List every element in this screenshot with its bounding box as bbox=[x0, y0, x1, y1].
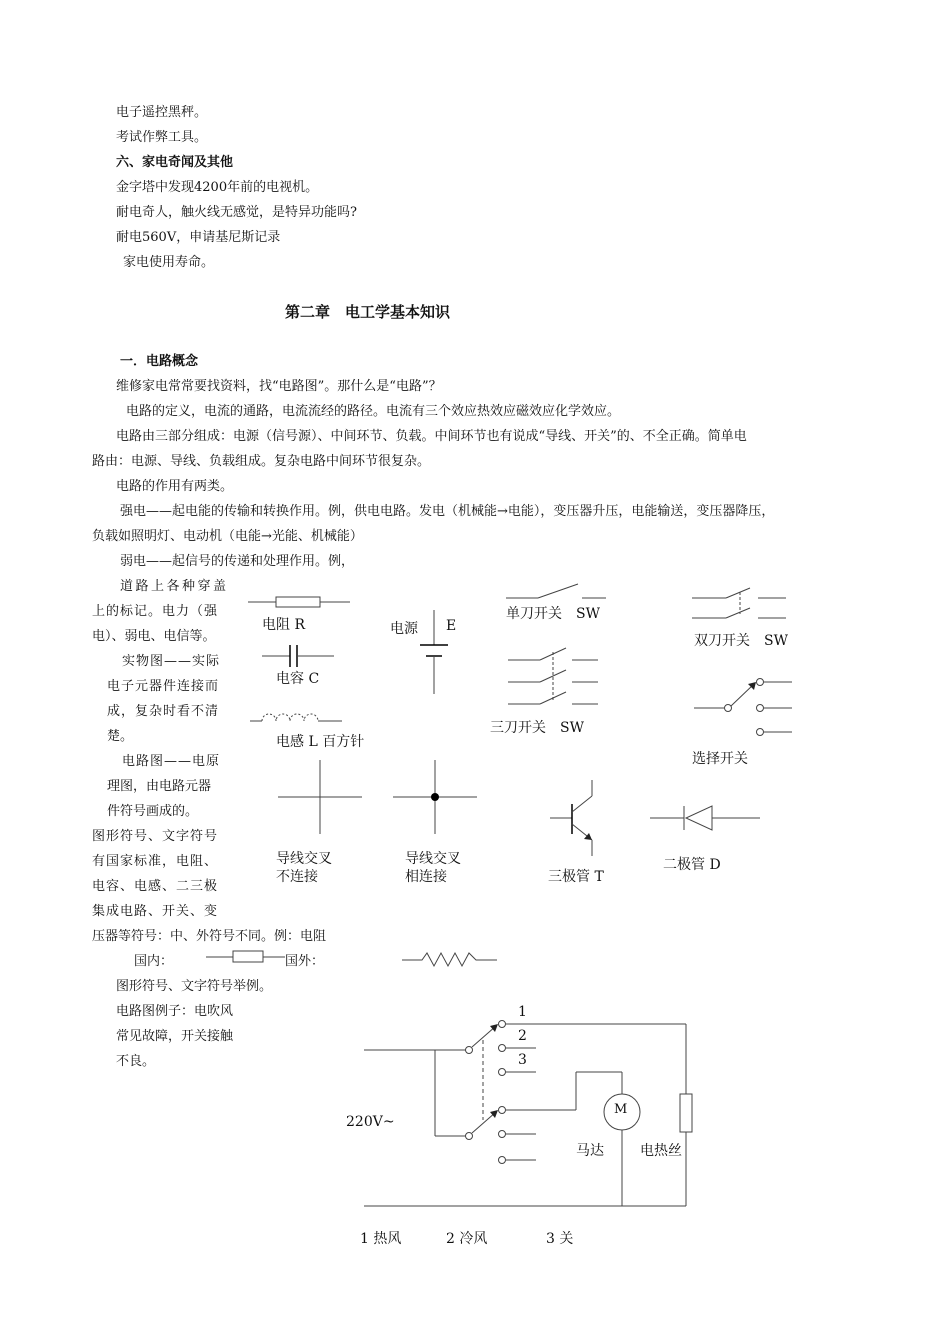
capacitor-symbol bbox=[262, 645, 334, 667]
transistor-label: 三极管 T bbox=[548, 869, 604, 885]
section1-title: 一．电路概念 bbox=[120, 354, 199, 369]
section6-title: 六、家电奇闻及其他 bbox=[116, 155, 234, 170]
motor-letter: M bbox=[614, 1102, 628, 1117]
heater-label: 电热丝 bbox=[640, 1143, 682, 1159]
motor-label: 马达 bbox=[576, 1143, 604, 1159]
cross-c-label: 导线交叉 bbox=[405, 851, 461, 867]
chapter-title: 第二章 电工学基本知识 bbox=[285, 303, 451, 321]
text-line: 考试作弊工具。 bbox=[116, 130, 208, 145]
hairdryer-circuit bbox=[364, 1021, 692, 1207]
paragraph: 维修家电常常要找资料，找“电路图”。那什么是“电路”？ bbox=[116, 379, 442, 394]
text-line: 家电使用寿命。 bbox=[123, 255, 215, 270]
legend-off: 3 关 bbox=[546, 1231, 574, 1247]
legend-cold: 2 冷风 bbox=[446, 1231, 488, 1247]
foreign-label: 国外： bbox=[285, 954, 325, 969]
text-line: 电路图例子：电吹风 bbox=[116, 1004, 234, 1019]
paragraph: 强电——起电能的传输和转换作用。例，供电电路。发电（机械能→电能），变压器升压，电能输送，变压器降压， bbox=[120, 504, 775, 519]
domestic-resistor-symbol bbox=[206, 951, 285, 962]
text-line: 耐电奇人，触火线无感觉，是特异功能吗? bbox=[116, 205, 357, 220]
power-letter: E bbox=[446, 618, 457, 634]
transistor-symbol bbox=[550, 780, 592, 856]
left-col-line: 道路上各种穿盖 bbox=[120, 579, 229, 594]
tpst-label: 三刀开关 SW bbox=[490, 720, 584, 736]
paragraph: 电路的定义，电流的通路，电流流经的路径。电流有三个效应热效应磁效应化学效应。 bbox=[126, 404, 621, 419]
domestic-label: 国内： bbox=[134, 954, 174, 969]
cross-nc-label: 不连接 bbox=[276, 869, 318, 885]
text-line: 常见故障，开关接触 bbox=[116, 1029, 234, 1044]
text-line: 电子遥控黑秤。 bbox=[116, 105, 208, 120]
left-col-line: 件符号画成的。 bbox=[107, 804, 199, 819]
inductor-label: 电感 L 百方针 bbox=[276, 734, 365, 750]
left-col-line: 成，复杂时看不清 bbox=[107, 704, 220, 719]
paragraph: 负载如照明灯、电动机（电能→光能、机械能） bbox=[92, 529, 363, 544]
cross-nc-label: 导线交叉 bbox=[276, 851, 332, 867]
left-col-line: 上的标记。电力（强 bbox=[92, 604, 219, 619]
left-col-line: 有国家标准，电阻、 bbox=[92, 854, 219, 869]
left-col-line: 图形符号、文字符号 bbox=[92, 829, 219, 844]
text-line: 耐电560V，申请基尼斯记录 bbox=[116, 230, 281, 245]
diode-symbol bbox=[650, 806, 760, 830]
left-col-line: 实物图——实际 bbox=[122, 654, 221, 669]
left-col-line: 压器等符号：中、外符号不同。例：电阻 bbox=[92, 929, 327, 944]
left-col-line: 电）、弱电、电信等。 bbox=[92, 629, 216, 644]
diode-label: 二极管 D bbox=[663, 857, 721, 873]
power-label: 电源 bbox=[390, 621, 418, 637]
cross-c-label: 相连接 bbox=[405, 869, 447, 885]
paragraph: 路由：电源、导线、负载组成。复杂电路中间环节很复杂。 bbox=[92, 454, 431, 469]
dpst-label: 双刀开关 SW bbox=[694, 633, 788, 649]
dpst-symbol bbox=[692, 588, 786, 618]
selector-label: 选择开关 bbox=[692, 751, 748, 767]
text-line: 金字塔中发现4200年前的电视机。 bbox=[116, 180, 319, 195]
foreign-resistor-symbol bbox=[402, 953, 497, 966]
circuit-pos3: 3 bbox=[518, 1052, 527, 1068]
paragraph: 弱电——起信号的传递和处理作用。例， bbox=[120, 554, 355, 569]
resistor-label: 电阻 R bbox=[262, 617, 305, 633]
circuit-pos2: 2 bbox=[518, 1028, 527, 1044]
left-col-line: 电路图——电原 bbox=[122, 754, 221, 769]
paragraph: 电路的作用有两类。 bbox=[116, 479, 234, 494]
text-line: 不良。 bbox=[116, 1054, 156, 1069]
spst-label: 单刀开关 SW bbox=[506, 606, 600, 622]
text-line: 图形符号、文字符号举例。 bbox=[116, 979, 273, 994]
circuit-pos1: 1 bbox=[518, 1004, 527, 1020]
left-col-line: 电容、电感、二三极 bbox=[92, 879, 219, 894]
paragraph: 电路由三部分组成：电源（信号源）、中间环节、负载。中间环节也有说成“导线、开关”的、不全正确。简单电 bbox=[116, 429, 747, 444]
left-col-line: 集成电路、开关、变 bbox=[92, 904, 219, 919]
left-col-line: 电子元器件连接而 bbox=[107, 679, 220, 694]
power-symbol bbox=[420, 610, 448, 694]
cross-not-connected-symbol bbox=[278, 760, 362, 834]
circuit-voltage: 220V~ bbox=[346, 1114, 395, 1130]
spst-symbol bbox=[506, 584, 606, 598]
cross-connected-symbol bbox=[393, 760, 477, 834]
resistor-symbol bbox=[248, 597, 350, 607]
left-col-line: 理图，由电路元器 bbox=[107, 779, 212, 794]
left-col-line: 楚。 bbox=[107, 729, 134, 744]
tpst-symbol bbox=[508, 648, 598, 704]
legend-hot: 1 热风 bbox=[360, 1231, 402, 1247]
inductor-symbol bbox=[250, 714, 342, 721]
selector-symbol bbox=[694, 679, 792, 736]
capacitor-label: 电容 C bbox=[276, 671, 320, 687]
